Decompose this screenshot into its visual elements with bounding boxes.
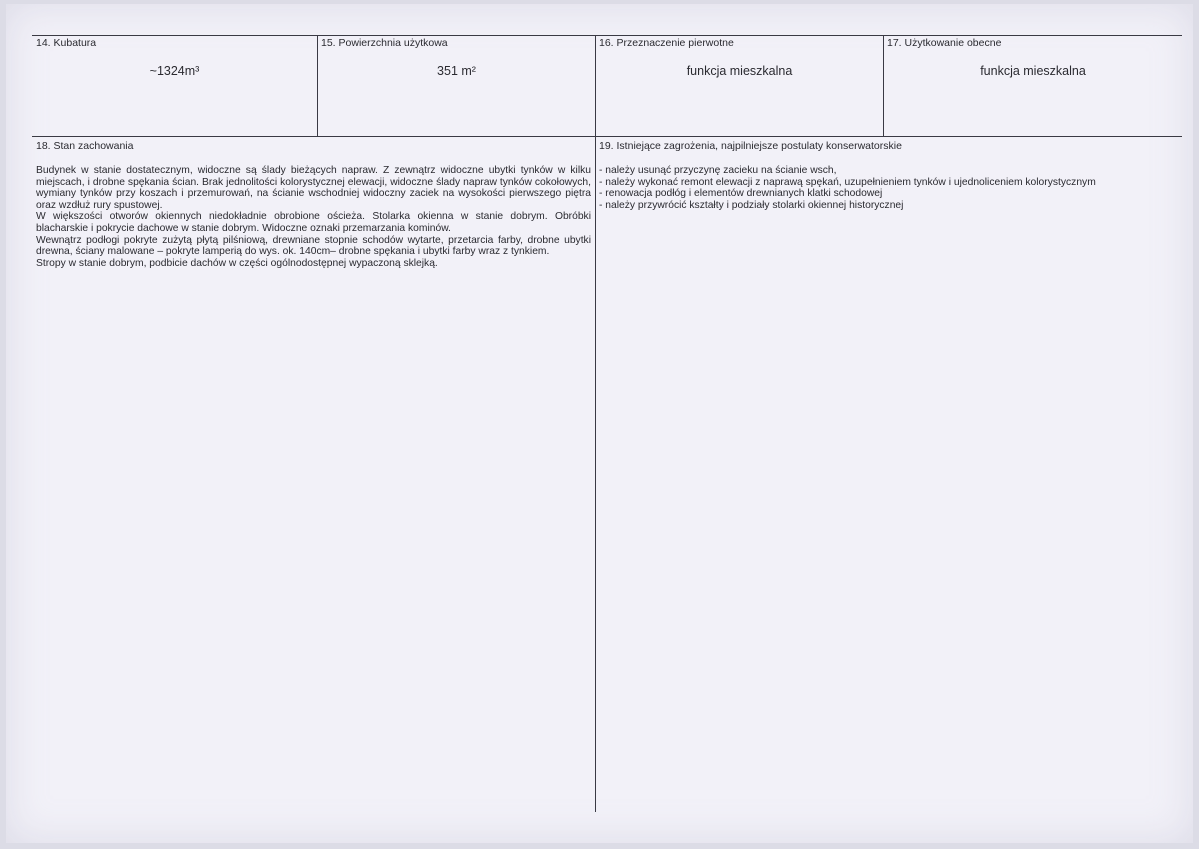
- list-item: - należy usunąć przyczynę zacieku na ścianie wsch,: [599, 165, 837, 176]
- uzytkowanie-label: 17. Użytkowanie obecne: [887, 37, 1002, 49]
- divider-16: [595, 35, 596, 137]
- list-item: - należy wykonać remont elewacji z naprawą spękań, uzupełnieniem tynków i ujednoliceniem kolorystycznym: [599, 176, 1096, 188]
- powierzchnia-value: 351 m²: [437, 64, 476, 78]
- powierzchnia-label: 15. Powierzchnia użytkowa: [321, 37, 448, 49]
- divider-18-19: [595, 136, 596, 812]
- zagrozenia-list: [599, 165, 1179, 211]
- stan-zachowania-label: 18. Stan zachowania: [36, 140, 134, 152]
- przeznaczenie-label: 16. Przeznaczenie pierwotne: [599, 37, 734, 49]
- uzytkowanie-value: funkcja mieszkalna: [980, 64, 1086, 78]
- stan-paragraph: W większości otworów okiennych niedokładnie obrobione ościeża. Stolarka okienna w stanie dobrym. Obróbki blacharskie i pokrycie dachowe w stanie dobrym. Widoczne oznaki przemarzania kominów.: [36, 211, 591, 234]
- row1-bottom-rule: [32, 136, 1182, 137]
- kubatura-value: ~1324m³: [149, 64, 200, 78]
- top-rule: [32, 35, 1182, 36]
- stan-paragraph: Wewnątrz podłogi pokryte zużytą płytą pilśniową, drewniane stopnie schodów wytarte, przetarcia farby, drobne ubytki drewna, ściany malowane – pokryte lamperią do wys. ok. 140cm– drobne spękania i ubytki farby wraz z tynkiem.: [36, 234, 591, 258]
- kubatura-label: 14. Kubatura: [36, 37, 97, 49]
- stan-paragraph: Budynek w stanie dostatecznym, widoczne są ślady bieżących napraw. Z zewnątrz widoczne ubytki tynków w kilku miejscach, i drobne spękania ścian. Brak jednolitości kolorystycznej elewacji, widoczne ślady napraw tynków cokołowych, wymiany tynków przy koszach i przemurowań, na ścianie wschodniej widoczny zaciek na wysokości pierwszego piętra oraz wzdłuż rury spustowej.: [36, 165, 591, 211]
- form-sheet: [6, 4, 1193, 843]
- przeznaczenie-value: funkcja mieszkalna: [686, 64, 793, 78]
- divider-16-17: [883, 35, 884, 137]
- zagrozenia-label: 19. Istniejące zagrożenia, najpilniejsze postulaty konserwatorskie: [599, 140, 902, 152]
- stan-paragraph: Stropy w stanie dobrym, podbicie dachów w części ogólnodostępnej wypaczoną sklejką.: [36, 257, 438, 269]
- divider-14-15: [317, 35, 318, 137]
- list-item: - renowacja podłóg i elementów drewnianych klatki schodowej: [599, 188, 883, 200]
- list-item: - należy przywrócić kształty i podziały stolarki okiennej historycznej: [599, 199, 904, 211]
- stan-zachowania-text: [36, 165, 591, 269]
